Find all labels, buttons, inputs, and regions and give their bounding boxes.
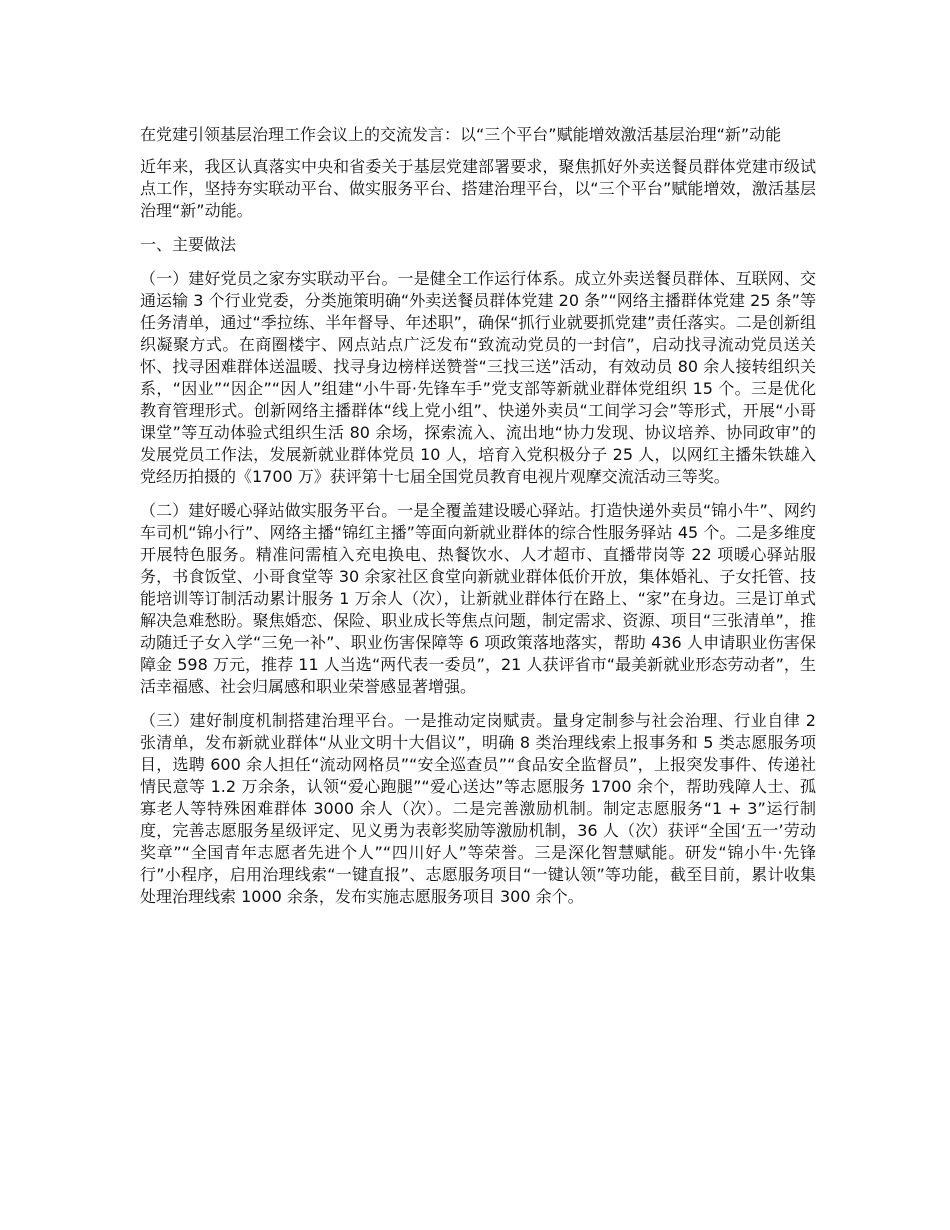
intro-paragraph: 近年来，我区认真落实中央和省委关于基层党建部署要求，聚焦抓好外卖送餐员群体党建市级试点工作，坚持夯实联动平台、做实服务平台、搭建治理平台，以“三个平台”赋能增效，激活基层治理“新”动能。 (140, 157, 816, 220)
document-title: 在党建引领基层治理工作会议上的交流发言：以“三个平台”赋能增效激活基层治理“新”动能 (140, 125, 782, 144)
paragraph-platform-3: （三）建好制度机制搭建治理平台。一是推动定岗赋责。量身定制参与社会治理、行业自律 2 张清单，发布新就业群体“从业文明十大倡议”，明确 8 类治理线索上报事务和 5 类志愿服务项目，选聘 600 余人担任“流动网格员”“安全巡查员”“食品安全监督员”，上报突发事件、传递社情民意等 1.2 万余条，认领“爱心跑腿”“爱心送达”等志愿服务 1700 余个，帮助残障人士、孤寡老人等特殊困难群体 3000 余人（次）。二是完善激励机制。制定志愿服务“1 + 3”运行制度，完善志愿服务星级评定、见义勇为表彰奖励等激励机制，36 人（次）获评“全国‘五一’劳动奖章”“全国青年志愿者先进个人”“四川好人”等荣誉。三是深化智慧赋能。研发“锦小牛·先锋行”小程序，启用治理线索“一键直报”、志愿服务项目“一键认领”等功能，截至目前，累计收集处理治理线索 1000 余条，发布实施志愿服务项目 300 余个。 (140, 711, 816, 906)
section-heading: 一、主要做法 (140, 235, 237, 254)
paragraph-platform-1: （一）建好党员之家夯实联动平台。一是健全工作运行体系。成立外卖送餐员群体、互联网、交通运输 3 个行业党委，分类施策明确“外卖送餐员群体党建 20 条”“网络主播群体党建 25 条”等任务清单，通过“季拉练、半年督导、年述职”，确保“抓行业就要抓党建”责任落实。二是创新组织凝聚方式。在商圈楼宇、网点站点广泛发布“致流动党员的一封信”，启动找寻流动党员送关怀、找寻困难群体送温暖、找寻身边榜样送赞誉“三找三送”活动，有效动员 80 余人接转组织关系，“因业”“因企”“因人”组建“小牛哥·先锋车手”党支部等新就业群体党组织 15 个。三是优化教育管理形式。创新网络主播群体“线上党小组”、快递外卖员“工间学习会”等形式，开展“小哥课堂”等互动体验式组织生活 80 余场，探索流入、流出地“协力发现、协议培养、协同政审”的发展党员工作法，发展新就业群体党员 10 人，培育入党积极分子 25 人，以网红主播朱铁雄入党经历拍摄的《1700 万》获评第十七届全国党员教育电视片观摩交流活动三等奖。 (140, 269, 816, 486)
paragraph-platform-2: （二）建好暖心驿站做实服务平台。一是全覆盖建设暖心驿站。打造快递外卖员“锦小牛”、网约车司机“锦小行”、网络主播“锦红主播”等面向新就业群体的综合性服务驿站 45 个。二是多维度开展特色服务。精准问需植入充电换电、热餐饮水、人才超市、直播带岗等 22 项暖心驿站服务，书食饭堂、小哥食堂等 30 余家社区食堂向新就业群体低价开放，集体婚礼、子女托管、技能培训等订制活动累计服务 1 万余人（次），让新就业群体行在路上、“家”在身边。三是订单式解决急难愁盼。聚焦婚恋、保险、职业成长等焦点问题，制定需求、资源、项目“三张清单”，推动随迁子女入学“三免一补”、职业伤害保障等 6 项政策落地落实，帮助 436 人申请职业伤害保障金 598 万元，推荐 11 人当选“两代表一委员”，21 人获评省市“最美新就业形态劳动者”，生活幸福感、社会归属感和职业荣誉感显著增强。 (140, 501, 816, 696)
document-body (140, 124, 816, 920)
